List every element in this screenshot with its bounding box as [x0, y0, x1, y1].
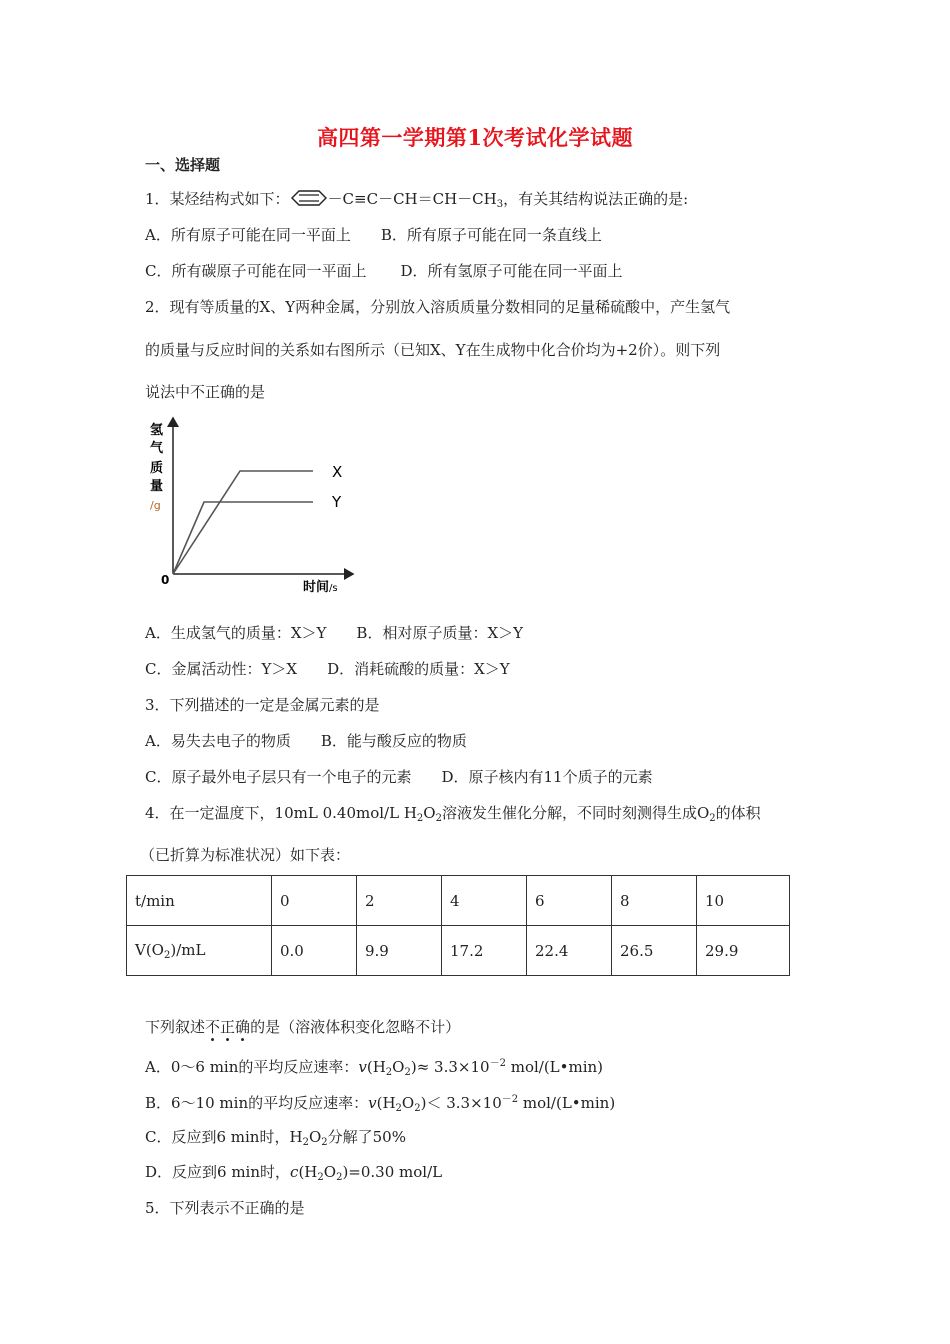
curve-y [173, 502, 313, 574]
q5-stem: 5．下列表示不正确的是 [145, 1199, 305, 1217]
q4-question: 下列叙述不正确的是（溶液体积变化忽略不计） [145, 1018, 461, 1036]
table-cell: 17.2 [442, 926, 527, 976]
q2-stem-line1: 2．现有等质量的X、Y两种金属，分别放入溶质质量分数相同的足量稀硫酸中，产生氢气 [145, 298, 731, 316]
q3-options-cd [145, 766, 683, 787]
q2-stem-line2: 的质量与反应时间的关系如右图所示（已知X、Y在生成物中化合价均为+2价）。则下列 [145, 341, 721, 359]
q4-stem-line2: （已折算为标准状况）如下表： [140, 846, 351, 864]
q2-stem-line3: 说法中不正确的是 [145, 383, 266, 401]
q3-option-c[interactable]: C．原子最外电子层只有一个电子的元素 [145, 768, 412, 786]
q3-option-a[interactable]: A．易失去电子的物质 [145, 732, 291, 750]
table-cell: 0.0 [272, 926, 357, 976]
q1-options-ab [145, 224, 632, 245]
q2-options-cd [145, 658, 540, 679]
y-label-char-4: 量 [150, 479, 164, 494]
table-cell: 9.9 [357, 926, 442, 976]
oxygen-volume-table [126, 875, 790, 976]
q4-option-b[interactable]: B．6～10 min的平均反应速率：$v(H_2O_2)< 3.3\times 10^{-2}$ mol/(L•min) [145, 1094, 616, 1114]
table-row [127, 926, 790, 976]
q2-options-ab [145, 622, 553, 643]
q4-stem-line1: 4．在一定温度下，10mL 0.40mol/L $H_2O_2$溶液发生催化分解，不同时刻测得生成$O_2$的体积 [145, 804, 761, 824]
q4-option-c[interactable]: C．反应到6 min时，$H_2O_2$分解了50% [145, 1128, 406, 1148]
table-cell: 8 [612, 876, 697, 926]
q4-option-d[interactable]: D．反应到6 min时，$c(H_2O_2)=0.30$ mol/L [145, 1163, 443, 1183]
q1-option-a[interactable]: A．所有原子可能在同一平面上 [145, 226, 351, 244]
y-unit: /g [150, 499, 161, 512]
x-axis-label: 时间/s [303, 580, 338, 595]
page-title: 高四第一学期第1次考试化学试题 [316, 125, 634, 150]
origin-label: 0 [161, 573, 170, 587]
q1-option-d[interactable]: D．所有氢原子可能在同一平面上 [400, 262, 623, 280]
q3-stem: 3．下列描述的一定是金属元素的是 [145, 696, 380, 714]
q3-option-b[interactable]: B．能与酸反应的物质 [320, 732, 467, 750]
series-label-y: Y [332, 493, 342, 511]
table-cell: 2 [357, 876, 442, 926]
q2-option-a[interactable]: A．生成氢气的质量：X＞Y [145, 624, 327, 642]
q2-option-b[interactable]: B．相对原子质量：X＞Y [356, 624, 524, 642]
q4-option-a[interactable]: A．0～6 min的平均反应速率：$v(H_2O_2)\approx 3.3\times 10^{-2}$ mol/(L•min) [145, 1058, 604, 1078]
curve-x [173, 471, 313, 574]
table-cell: 22.4 [527, 926, 612, 976]
q2-option-d[interactable]: D．消耗硫酸的质量：X＞Y [327, 660, 510, 678]
table-cell: 29.9 [697, 926, 790, 976]
table-header-cell: $V(O_2)/mL$ [127, 926, 272, 976]
y-label-char-1: 氢 [150, 423, 164, 438]
table-cell: 6 [527, 876, 612, 926]
benzene-ring-icon [290, 189, 328, 207]
table-row [127, 876, 790, 926]
y-label-char-2: 气 [150, 441, 164, 456]
table-cell: 4 [442, 876, 527, 926]
q2-option-c[interactable]: C．金属活动性：Y＞X [145, 660, 298, 678]
q1-option-b[interactable]: B．所有原子可能在同一条直线上 [380, 226, 602, 244]
q3-options-ab [145, 730, 497, 751]
q1-options-cd [145, 260, 653, 281]
table-cell: 0 [272, 876, 357, 926]
section-heading: 一、选择题 [145, 156, 221, 174]
q3-option-d[interactable]: D．原子核内有11个质子的元素 [441, 768, 653, 786]
q1-option-c[interactable]: C．所有碳原子可能在同一平面上 [145, 262, 367, 280]
table-cell: 26.5 [612, 926, 697, 976]
table-cell: 10 [697, 876, 790, 926]
y-label-char-3: 质 [150, 461, 164, 476]
table-header-cell: t/min [127, 876, 272, 926]
hydrogen-mass-graph [140, 412, 365, 597]
series-label-x: X [332, 463, 343, 481]
q1-stem: 1．某烃结构式如下： $-C\equiv C-CH=CH-CH_3$，有关其结构说法正确的是: [145, 190, 689, 210]
